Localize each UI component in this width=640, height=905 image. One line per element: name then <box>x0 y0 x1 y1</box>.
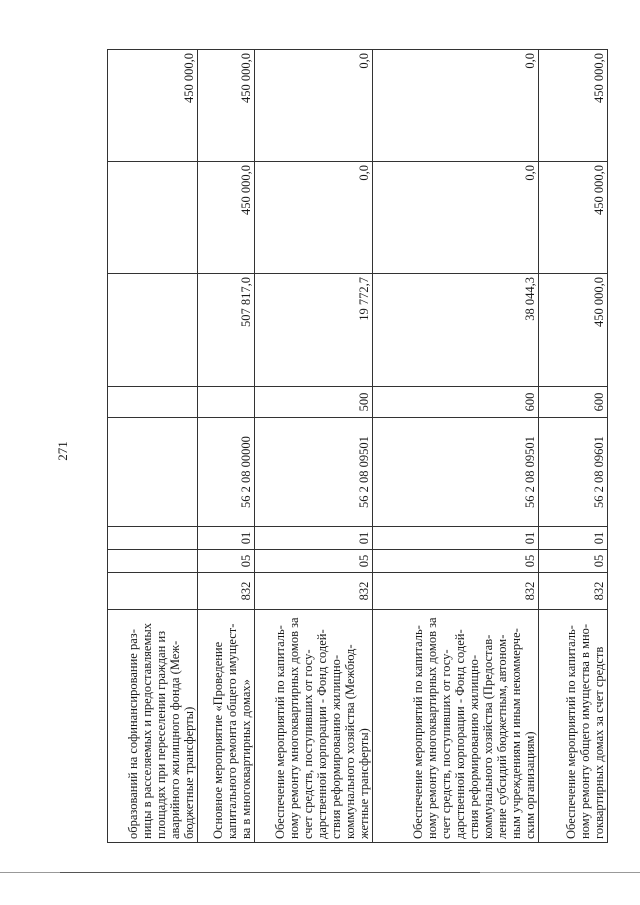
amount-year-2: 450 000,0 <box>539 162 608 274</box>
amount-year-1 <box>108 274 198 387</box>
row-description: Обеспечение мероприятий по капиталь-ному ремонту многоквартирных домов за счет средств, поступивших от госу-дарственной корпорации - Фонд содей-ствия реформированию жилищно-коммунального хозяйства (Межбюд-жетные трансферты) <box>255 610 373 843</box>
ministry-code: 832 <box>198 573 255 610</box>
amount-year-3: 0,0 <box>255 50 373 162</box>
table-row <box>108 50 198 843</box>
amount-year-3: 450 000,0 <box>539 50 608 162</box>
amount-year-1: 507 817,0 <box>198 274 255 387</box>
ministry-code: 832 <box>539 573 608 610</box>
expense-type <box>108 387 198 418</box>
section-code: 05 <box>373 550 539 573</box>
target-article: 56 2 08 09601 <box>539 418 608 527</box>
table-row <box>255 50 373 843</box>
target-article: 56 2 08 09501 <box>373 418 539 527</box>
expense-type: 600 <box>373 387 539 418</box>
amount-year-1: 450 000,0 <box>539 274 608 387</box>
expense-type: 500 <box>255 387 373 418</box>
expense-type: 600 <box>539 387 608 418</box>
row-description: Обеспечение мероприятий по капиталь-ному ремонту многоквартирных домов за счет средств, поступивших от госу-дарственной корпорации - Фонд содей-ствия реформированию жилищно-коммунального хозяйства (Предостав-ление субсидий бюджетным, автоном-ным учреждениям и иным некоммерче-ским организациям) <box>373 610 539 843</box>
budget-table <box>107 49 608 843</box>
amount-year-2: 0,0 <box>373 162 539 274</box>
subsection-code: 01 <box>198 527 255 550</box>
amount-year-2 <box>108 162 198 274</box>
amount-year-3: 450 000,0 <box>198 50 255 162</box>
table-row <box>198 50 255 843</box>
page-bottom-rule-dark <box>60 872 480 873</box>
amount-year-3: 450 000,0 <box>108 50 198 162</box>
section-code: 05 <box>198 550 255 573</box>
table-row <box>373 50 539 843</box>
amount-year-2: 450 000,0 <box>198 162 255 274</box>
row-description: Обеспечение мероприятий по капиталь-ному ремонту общего имущества в мно-гоквартирных домах за счет средств <box>539 610 608 843</box>
ministry-code <box>108 573 198 610</box>
amount-year-1: 38 044,3 <box>373 274 539 387</box>
section-code <box>108 550 198 573</box>
row-description: Основное мероприятие «Проведение капитального ремонта общего имущест-ва в многоквартирных домах» <box>198 610 255 843</box>
section-code: 05 <box>255 550 373 573</box>
amount-year-3: 0,0 <box>373 50 539 162</box>
amount-year-2: 0,0 <box>255 162 373 274</box>
subsection-code: 01 <box>539 527 608 550</box>
target-article <box>108 418 198 527</box>
ministry-code: 832 <box>255 573 373 610</box>
budget-table-rotated <box>107 50 607 843</box>
row-description: образований на софинансирование раз-ницы в расселяемых и предоставляемых площадях при переселении граждан из аварийного жилищного фонда (Меж-бюджетные трансферты) <box>108 610 198 843</box>
section-code: 05 <box>539 550 608 573</box>
table-row <box>539 50 608 843</box>
subsection-code: 01 <box>373 527 539 550</box>
target-article: 56 2 08 09501 <box>255 418 373 527</box>
ministry-code: 832 <box>373 573 539 610</box>
expense-type <box>198 387 255 418</box>
subsection-code <box>108 527 198 550</box>
target-article: 56 2 08 00000 <box>198 418 255 527</box>
page-number: 271 <box>55 441 70 461</box>
subsection-code: 01 <box>255 527 373 550</box>
amount-year-1: 19 772,7 <box>255 274 373 387</box>
